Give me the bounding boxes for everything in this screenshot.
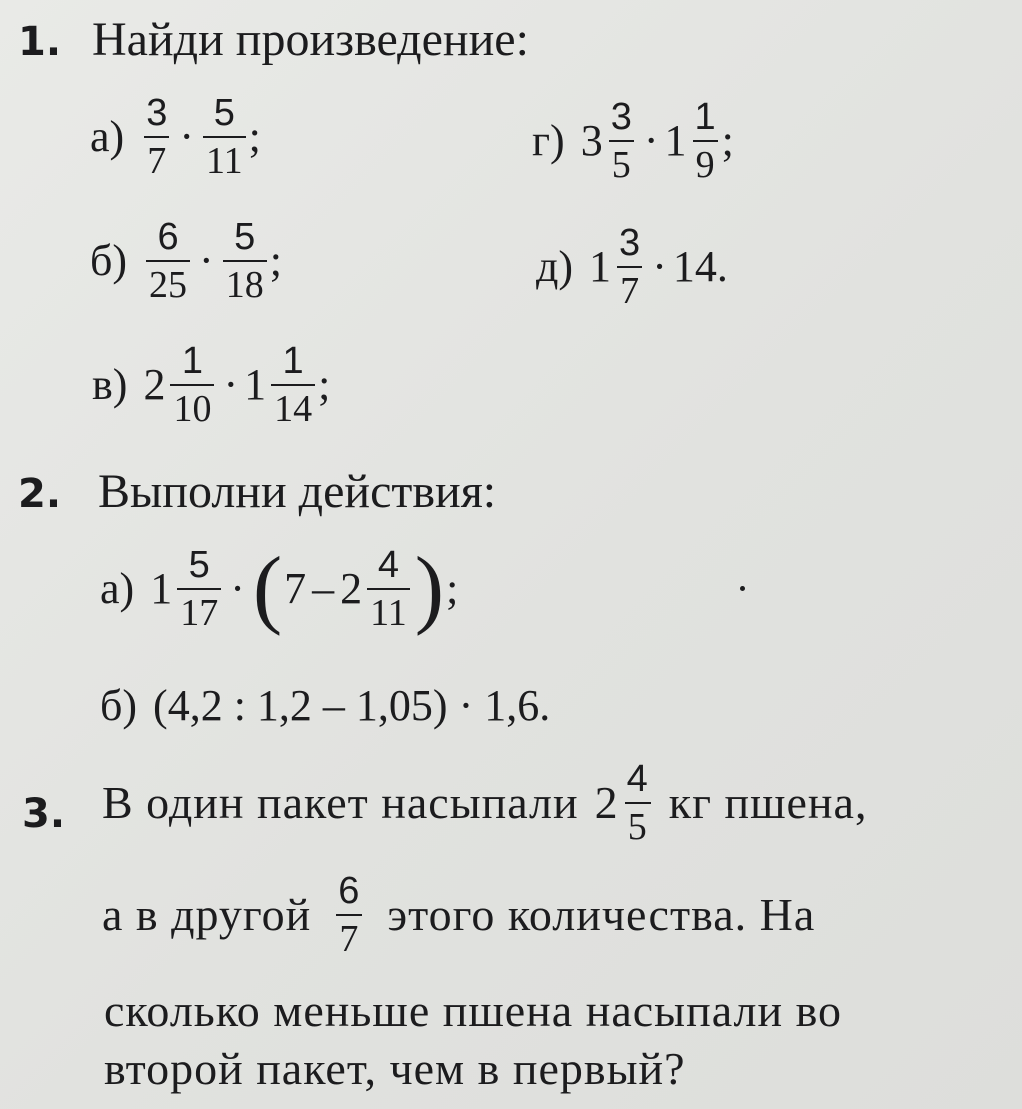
fraction xyxy=(271,342,315,428)
problem-text: кг пшена, xyxy=(668,777,868,828)
problem-text: этого количества. На xyxy=(387,889,816,940)
task-2-number: 2. xyxy=(18,471,62,517)
problem-text: а в другой xyxy=(102,889,312,940)
numerator: 1 xyxy=(181,340,203,382)
denominator: 11 xyxy=(203,136,246,180)
whole-part: 2 xyxy=(143,360,166,409)
denominator: 14 xyxy=(271,384,315,428)
denominator: 17 xyxy=(177,588,221,632)
fraction xyxy=(692,98,719,184)
item-label: б) xyxy=(100,681,138,730)
numerator: 5 xyxy=(213,92,235,134)
fraction xyxy=(177,546,221,632)
numerator: 6 xyxy=(338,870,361,912)
denominator: 25 xyxy=(146,260,190,304)
fraction xyxy=(335,872,363,958)
item-label: д) xyxy=(536,242,574,291)
task-1-title: Найди произведение: xyxy=(92,13,529,66)
denominator: 11 xyxy=(367,588,410,632)
task-2-title: Выполни действия: xyxy=(98,465,497,518)
fraction xyxy=(616,224,643,310)
task-1-item-b xyxy=(90,218,282,304)
left-parenthesis: ( xyxy=(252,539,283,637)
multiply-sign: · xyxy=(179,112,194,161)
task-1-item-d xyxy=(536,224,728,310)
task-2-item-b xyxy=(100,681,551,730)
numerator: 3 xyxy=(610,96,632,138)
fraction xyxy=(223,218,267,304)
task-1-item-g xyxy=(532,98,734,184)
numerator: 5 xyxy=(188,544,210,586)
denominator: 5 xyxy=(609,140,634,184)
fraction xyxy=(624,760,652,846)
task-2-item-a xyxy=(100,539,459,637)
multiply-sign: · xyxy=(199,236,214,285)
multiply-sign: · xyxy=(223,360,239,409)
fraction xyxy=(608,98,635,184)
item-label: б) xyxy=(90,236,128,285)
whole-part: 3 xyxy=(580,116,603,165)
numerator: 3 xyxy=(619,222,641,264)
fraction xyxy=(143,94,170,180)
task-1-number: 1. xyxy=(18,19,62,65)
whole-part: 1 xyxy=(244,360,267,409)
expression: (4,2 : 1,2 – 1,05) · 1,6. xyxy=(153,681,551,730)
semicolon: ; xyxy=(721,116,734,165)
semicolon: ; xyxy=(269,236,282,285)
fraction xyxy=(367,546,410,632)
task-3-line-1 xyxy=(102,760,867,846)
right-parenthesis: ) xyxy=(414,539,445,637)
task-1-item-v xyxy=(92,342,330,428)
numerator: 4 xyxy=(377,544,400,586)
numerator: 1 xyxy=(694,96,716,138)
minus-sign: – xyxy=(312,564,335,613)
fraction xyxy=(146,218,190,304)
denominator: 10 xyxy=(170,384,214,428)
item-label: а) xyxy=(100,564,135,613)
task-3-line-4: второй пакет, чем в первый? xyxy=(104,1043,686,1094)
fraction xyxy=(170,342,214,428)
semicolon: ; xyxy=(248,112,261,161)
whole-part: 2 xyxy=(594,777,619,828)
denominator: 5 xyxy=(625,802,651,846)
item-label: а) xyxy=(90,112,125,161)
multiply-sign: · xyxy=(230,564,245,613)
numerator: 5 xyxy=(234,216,256,258)
semicolon: ; xyxy=(446,564,459,613)
numerator: 3 xyxy=(146,92,168,134)
numerator: 4 xyxy=(626,758,649,800)
numerator: 6 xyxy=(157,216,179,258)
problem-text: В один пакет насыпали xyxy=(102,777,579,828)
denominator: 7 xyxy=(336,914,362,958)
denominator: 7 xyxy=(144,136,169,180)
numerator: 1 xyxy=(282,340,304,382)
denominator: 18 xyxy=(223,260,267,304)
task-3-line-3: сколько меньше пшена насыпали во xyxy=(104,985,842,1036)
multiply-sign: · xyxy=(643,116,659,165)
item-label: г) xyxy=(532,116,565,165)
number-value: 7 xyxy=(284,564,307,613)
task-3-number: 3. xyxy=(22,791,66,837)
denominator: 9 xyxy=(693,140,718,184)
task-3-line-2 xyxy=(102,872,815,958)
whole-part: 1 xyxy=(150,564,173,613)
whole-part: 1 xyxy=(589,242,612,291)
multiply-sign: · xyxy=(652,242,667,291)
item-label: в) xyxy=(92,360,128,409)
whole-part: 1 xyxy=(664,116,687,165)
number-value: 14. xyxy=(672,242,728,291)
whole-part: 2 xyxy=(340,564,363,613)
task-1-item-a xyxy=(90,94,261,180)
print-speck xyxy=(740,586,745,591)
denominator: 7 xyxy=(617,266,642,310)
fraction xyxy=(203,94,246,180)
semicolon: ; xyxy=(318,360,331,409)
